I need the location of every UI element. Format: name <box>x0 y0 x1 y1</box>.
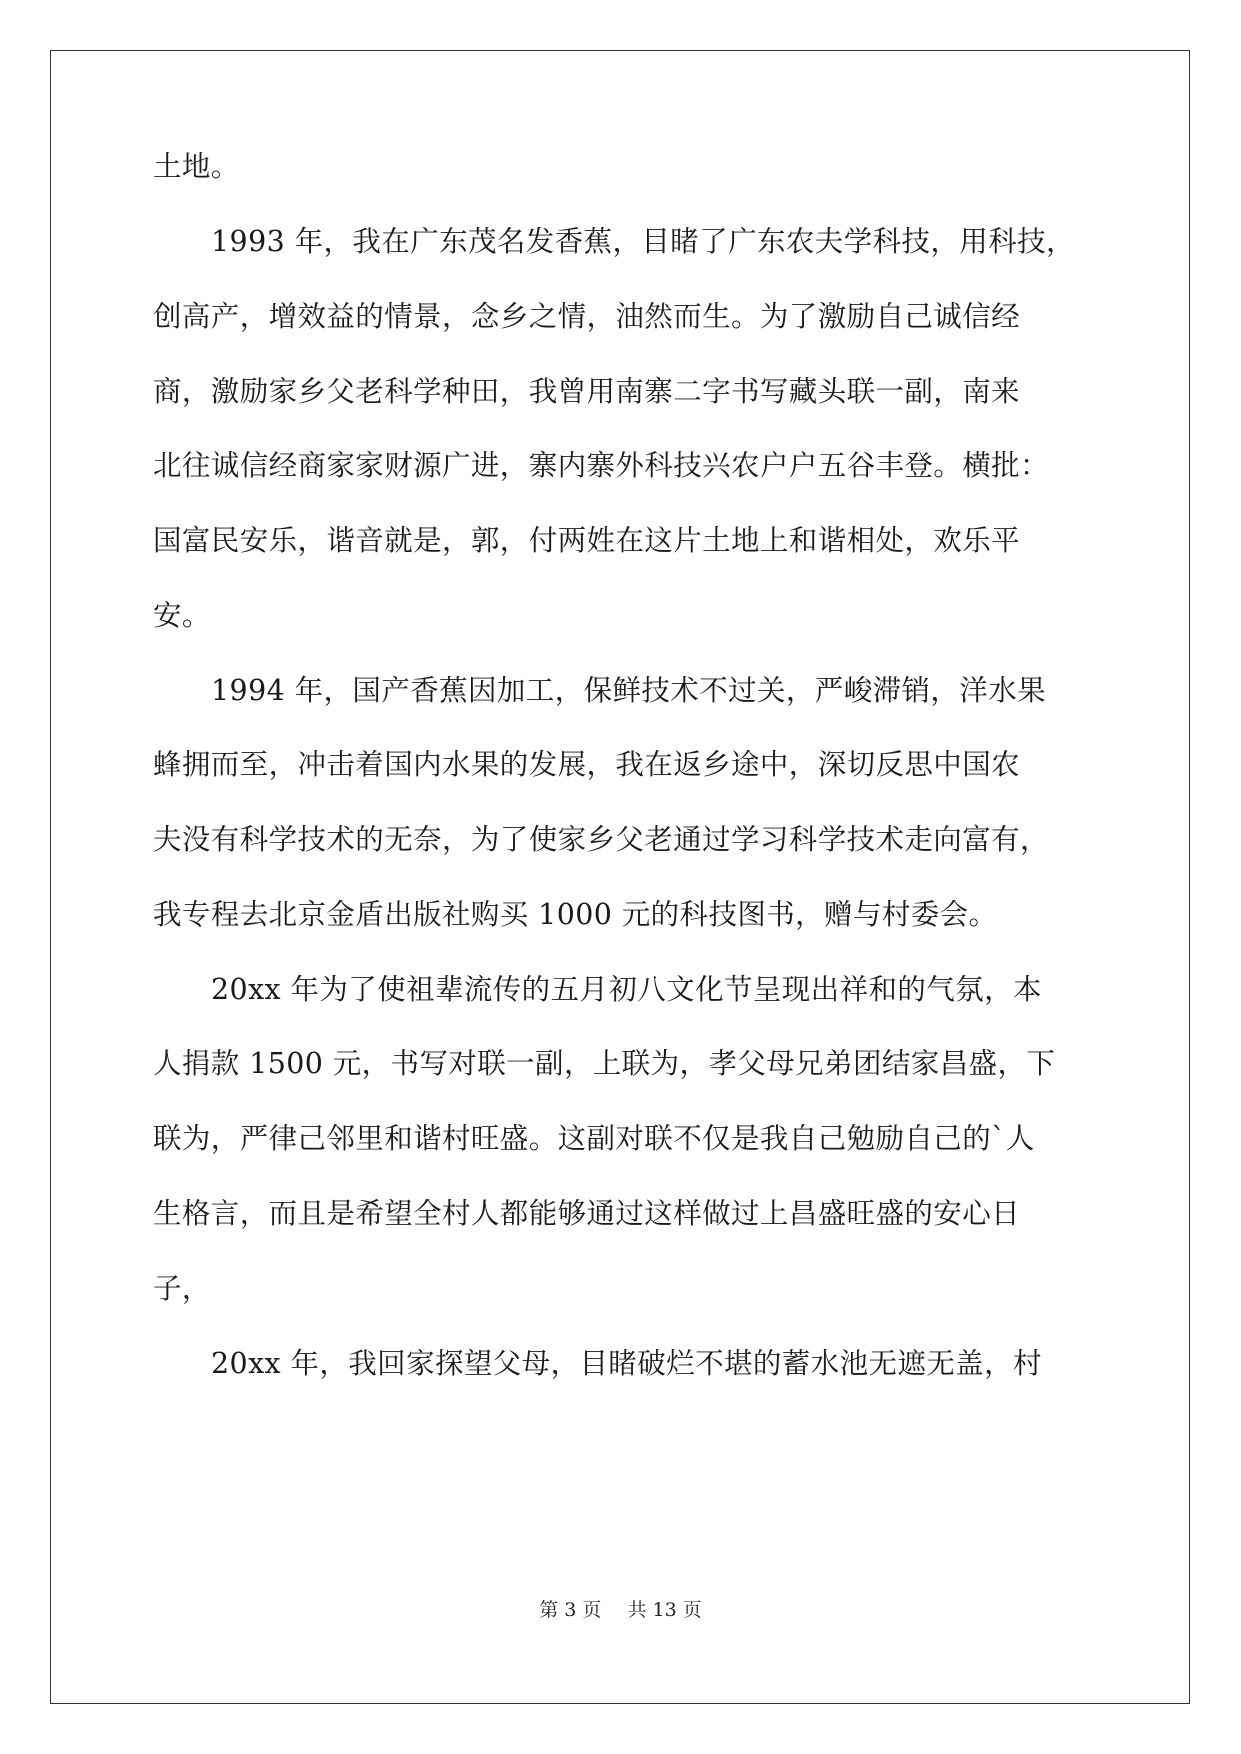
text-line: 联为，严律己邻里和谐村旺盛。这副对联不仅是我自己勉励自己的`人 <box>153 1122 1035 1155</box>
text-line: 创高产，增效益的情景，念乡之情，油然而生。为了激励自己诚信经 <box>153 300 1021 333</box>
text-line: 蜂拥而至，冲击着国内水果的发展，我在返乡途中，深切反思中国农 <box>153 748 1021 781</box>
page-footer <box>0 1595 1241 1622</box>
paragraph-first-line: 1994 年，国产香蕉因加工，保鲜技术不过关，严峻滞销，洋水果 <box>211 674 1046 707</box>
paragraph-first-line: 1993 年，我在广东茂名发香蕉，目睹了广东农夫学科技，用科技， <box>211 225 1075 258</box>
page-total: 共 13 页 <box>627 1599 702 1621</box>
text-line: 安。 <box>153 599 211 632</box>
text-line: 北往诚信经商家家财源广进，寨内寨外科技兴农户户五谷丰登。横批： <box>153 449 1049 482</box>
paragraph-first-line: 20xx 年，我回家探望父母，目睹破烂不堪的蓄水池无遮无盖，村 <box>211 1347 1042 1380</box>
text-line: 人捐款 1500 元，书写对联一副，上联为，孝父母兄弟团结家昌盛，下 <box>153 1047 1056 1080</box>
text-line: 夫没有科学技术的无奈，为了使家乡父老通过学习科学技术走向富有， <box>153 823 1049 856</box>
text-line: 国富民安乐，谐音就是，郭，付两姓在这片土地上和谐相处，欢乐平 <box>153 524 1021 557</box>
text-line: 我专程去北京金盾出版社购买 1000 元的科技图书，赠与村委会。 <box>153 898 998 931</box>
text-line: 子， <box>153 1272 211 1305</box>
page-number: 第 3 页 <box>539 1599 602 1621</box>
text-line: 商，激励家乡父老科学种田，我曾用南寨二字书写藏头联一副，南来 <box>153 375 1021 408</box>
paragraph-first-line: 20xx 年为了使祖辈流传的五月初八文化节呈现出祥和的气氛，本 <box>211 973 1042 1006</box>
text-line: 土地。 <box>153 150 240 183</box>
text-line: 生格言，而且是希望全村人都能够通过这样做过上昌盛旺盛的安心日 <box>153 1197 1021 1230</box>
